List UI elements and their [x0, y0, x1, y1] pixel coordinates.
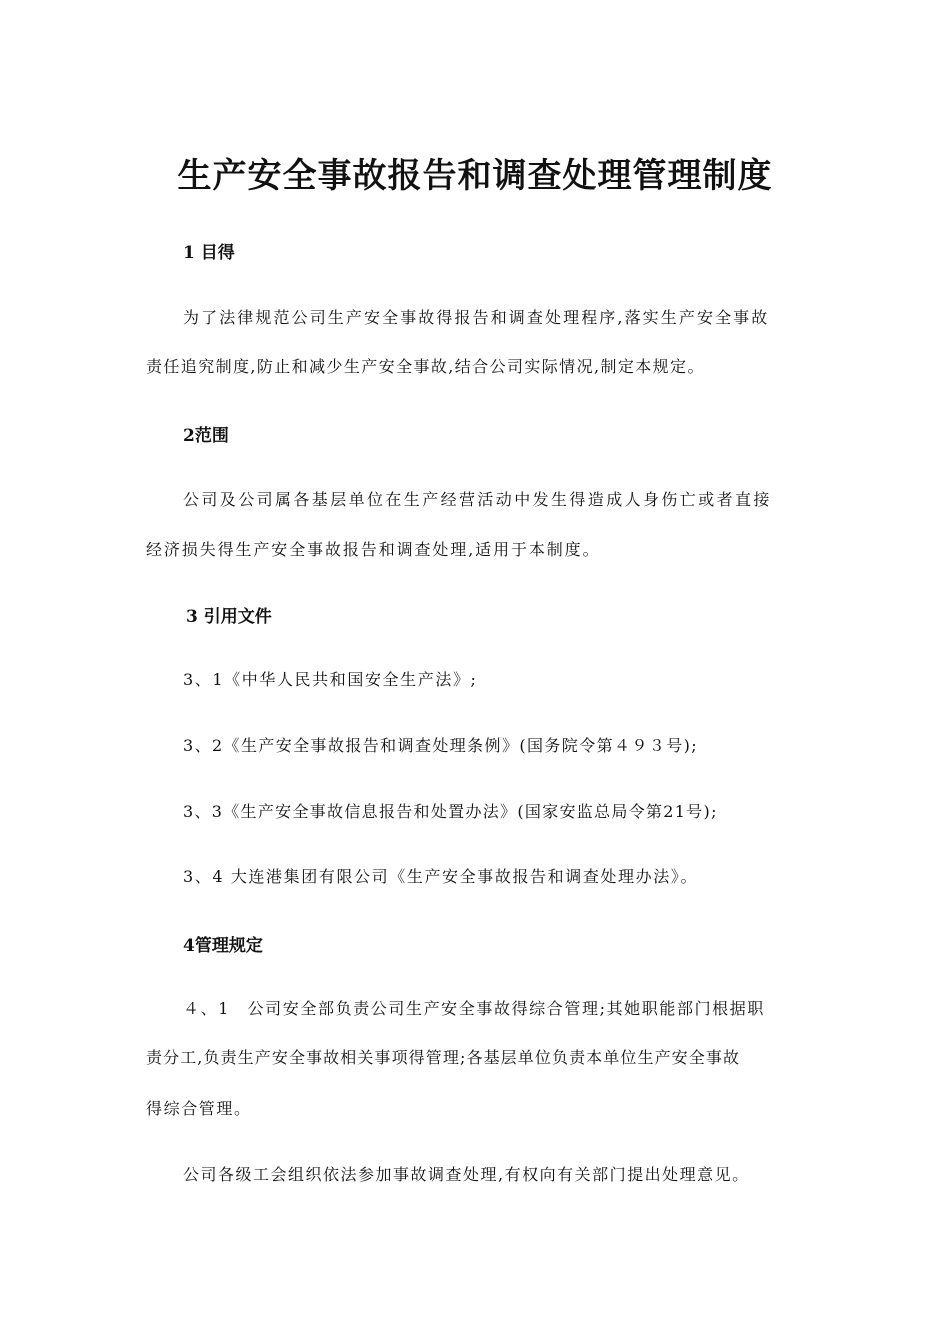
section-4-para-1-line-2: 责分工,负责生产安全事故相关事项得管理;各基层单位负责本单位生产安全事故	[146, 1048, 741, 1067]
section-4-para-2-line-1: 公司各级工会组织依法参加事故调查处理,有权向有关部门提出处理意见。	[183, 1165, 750, 1184]
section-1-line-2: 责任追究制度,防止和减少生产安全事故,结合公司实际情况,制定本规定。	[146, 357, 705, 376]
reference-item: 3、1《中华人民共和国安全生产法》;	[183, 670, 478, 689]
section-2-heading: 2范围	[183, 426, 229, 446]
document-title: 生产安全事故报告和调查处理管理制度	[177, 156, 773, 196]
reference-item: 3、2《生产安全事故报告和调查处理条例》(国务院令第４９３号);	[183, 736, 699, 755]
section-4-heading: 4管理规定	[183, 936, 263, 956]
section-3-heading: 3 引用文件	[186, 607, 272, 627]
reference-item: 3、3《生产安全事故信息报告和处置办法》(国家安监总局令第21号);	[183, 802, 718, 821]
reference-item: 3、4 大连港集团有限公司《生产安全事故报告和调查处理办法》。	[183, 867, 699, 886]
section-2-line-2: 经济损失得生产安全事故报告和调查处理,适用于本制度。	[146, 540, 601, 559]
section-2-line-1: 公司及公司属各基层单位在生产经营活动中发生得造成人身伤亡或者直接	[183, 490, 772, 509]
section-4-para-1-line-3: 得综合管理。	[146, 1099, 252, 1118]
section-4-para-1-line-1: ４、1 公司安全部负责公司生产安全事故得综合管理;其她职能部门根据职	[183, 999, 765, 1018]
section-1-heading: 1 目得	[183, 243, 235, 263]
section-1-line-1: 为了法律规范公司生产安全事故得报告和调查处理程序,落实生产安全事故	[183, 308, 770, 327]
